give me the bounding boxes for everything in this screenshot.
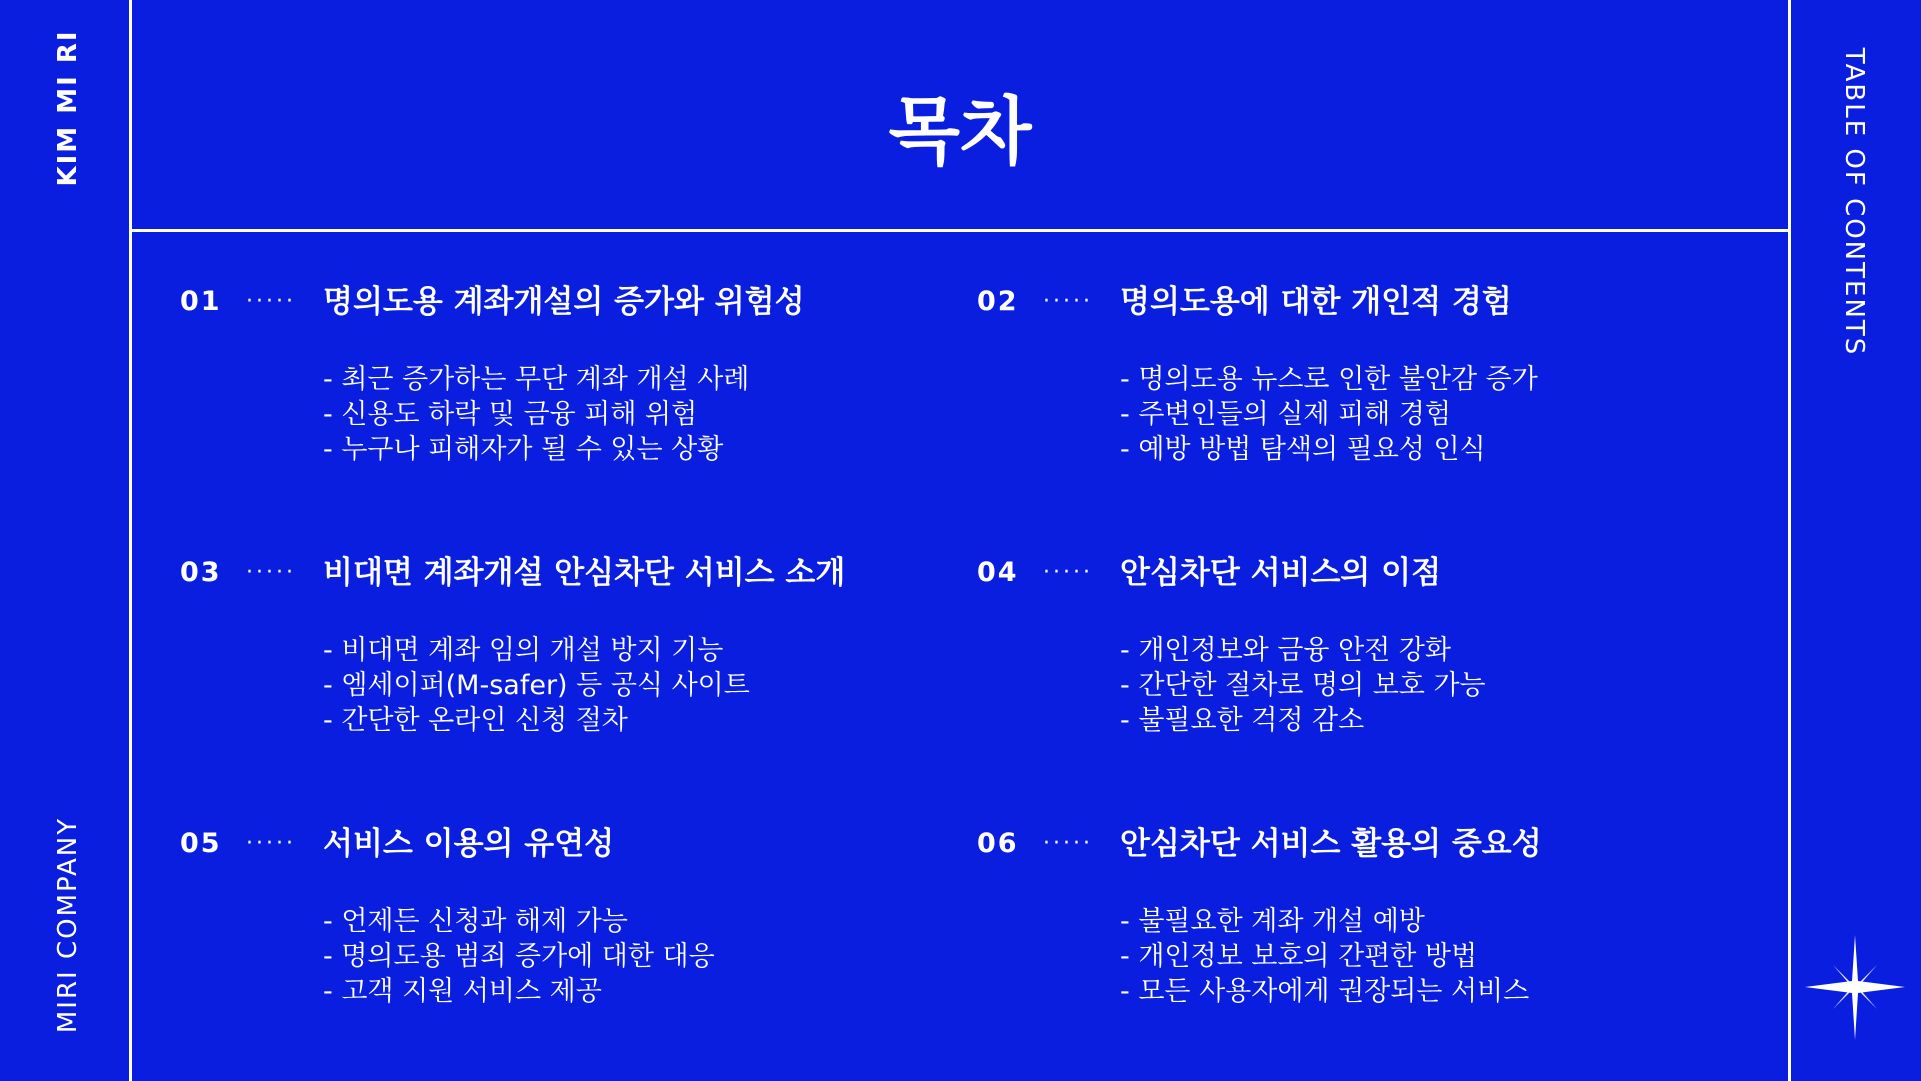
section-title: 서비스 이용의 유연성 — [323, 826, 615, 862]
list-item: - 고객 지원 서비스 제공 — [323, 976, 602, 1007]
section-number: 04 — [977, 557, 1019, 588]
list-item: - 간단한 절차로 명의 보호 가능 — [1120, 670, 1486, 701]
section-number: 05 — [180, 828, 222, 859]
sparkle-star-icon — [1805, 935, 1905, 1040]
list-item: - 신용도 하락 및 금융 피해 위험 — [323, 399, 698, 430]
section-number: 01 — [180, 286, 222, 317]
list-item: - 간단한 온라인 신청 절차 — [323, 705, 628, 736]
list-item: - 언제든 신청과 해제 가능 — [323, 906, 628, 937]
company-name: MIRI COMPANY — [53, 816, 83, 1034]
section-number: 03 — [180, 557, 222, 588]
list-item: - 개인정보 보호의 간편한 방법 — [1120, 941, 1478, 972]
dot-leader: ····· — [1043, 831, 1093, 856]
title-divider-line — [129, 229, 1791, 232]
list-item: - 명의도용 뉴스로 인한 불안감 증가 — [1120, 364, 1538, 395]
section-title: 비대면 계좌개설 안심차단 서비스 소개 — [323, 555, 846, 591]
dot-leader: ····· — [246, 831, 296, 856]
section-items — [323, 362, 749, 467]
section-number: 02 — [977, 286, 1019, 317]
section-items — [1120, 633, 1486, 738]
section-title: 명의도용에 대한 개인적 경험 — [1120, 284, 1512, 320]
dot-leader: ····· — [246, 560, 296, 585]
list-item: - 최근 증가하는 무단 계좌 개설 사례 — [323, 364, 750, 395]
section-items — [323, 904, 715, 1009]
list-item: - 예방 방법 탐색의 필요성 인식 — [1120, 434, 1486, 465]
list-item: - 개인정보와 금융 안전 강화 — [1120, 635, 1451, 666]
section-title: 안심차단 서비스의 이점 — [1120, 555, 1442, 591]
list-item: - 주변인들의 실제 피해 경험 — [1120, 399, 1451, 430]
list-item: - 불필요한 걱정 감소 — [1120, 705, 1365, 736]
dot-leader: ····· — [246, 289, 296, 314]
section-items — [323, 633, 750, 738]
section-items — [1120, 362, 1538, 467]
brand-name: KIM MI RI — [53, 29, 83, 187]
section-items — [1120, 904, 1529, 1009]
section-number: 06 — [977, 828, 1019, 859]
list-item: - 명의도용 범죄 증가에 대한 대응 — [323, 941, 715, 972]
list-item: - 엠세이퍼(M-safer) 등 공식 사이트 — [323, 670, 750, 701]
section-title: 명의도용 계좌개설의 증가와 위험성 — [323, 284, 805, 320]
side-label: TABLE OF CONTENTS — [1839, 47, 1869, 357]
list-item: - 모든 사용자에게 권장되는 서비스 — [1120, 976, 1530, 1007]
section-title: 안심차단 서비스 활용의 중요성 — [1120, 826, 1542, 862]
list-item: - 불필요한 계좌 개설 예방 — [1120, 906, 1425, 937]
list-item: - 비대면 계좌 임의 개설 방지 기능 — [323, 635, 724, 666]
dot-leader: ····· — [1043, 289, 1093, 314]
page-title: 목차 — [888, 89, 1032, 175]
dot-leader: ····· — [1043, 560, 1093, 585]
list-item: - 누구나 피해자가 될 수 있는 상황 — [323, 434, 724, 465]
